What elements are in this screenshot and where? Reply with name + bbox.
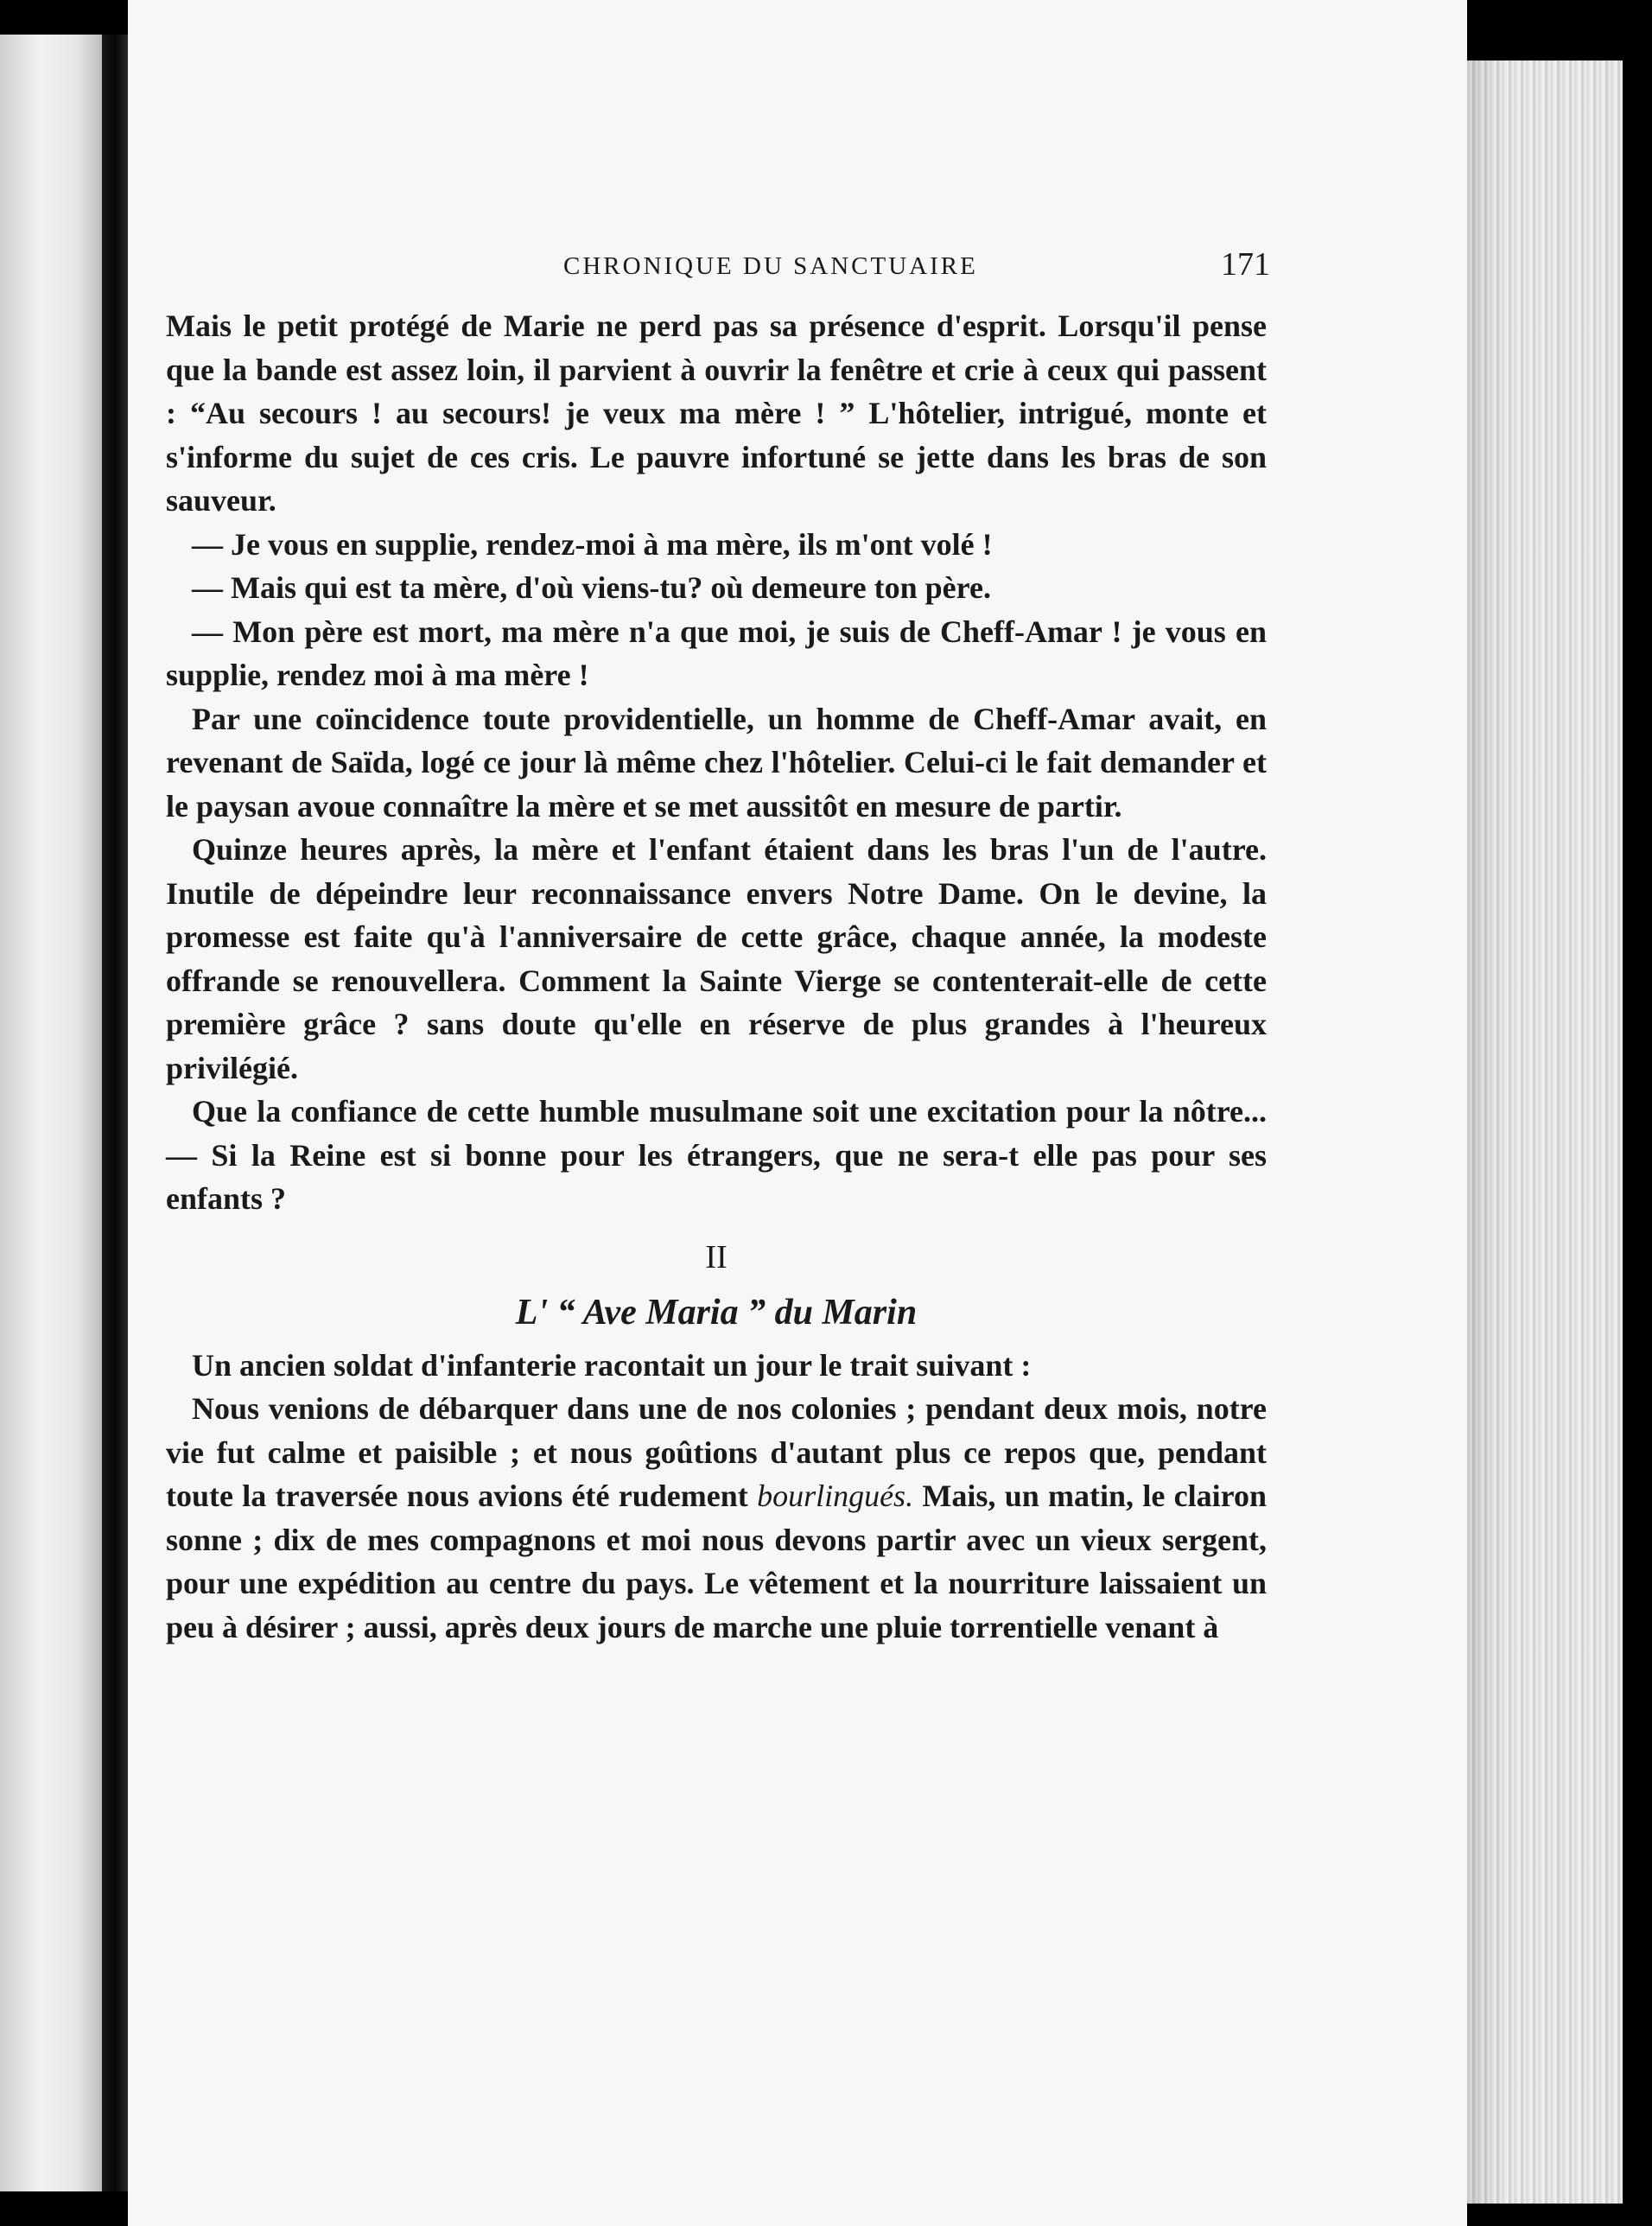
paragraph: — Mon père est mort, ma mère n'a que moi, je suis de Cheff-Amar ! je vous en supplie, rendez moi à ma mère ! [166, 614, 1267, 692]
paragraph: Quinze heures après, la mère et l'enfant étaient dans les bras l'un de l'autre. Inutile de dépeindre leur reconnaissance envers Notre Dame. On le devine, la promesse est faite qu'à l'anniversaire de cette grâce, chaque année, la modeste offrande se renouvellera. Comment la Sainte Vierge se contenterait-elle de cette première grâce ? sans doute qu'elle en réserve de plus grandes à l'heureux privilégié. [166, 832, 1267, 1085]
book-binding-gutter [102, 35, 128, 2191]
page-text-block [166, 246, 1270, 1649]
running-title: CHRONIQUE DU SANCTUAIRE [563, 252, 978, 280]
paragraph: Mais le petit protégé de Marie ne perd pas sa présence d'esprit. Lorsqu'il pense que la bande est assez loin, il parvient à ouvrir la fenêtre et crie à ceux qui passent : “Au secours ! au secours! je veux ma mère ! ” L'hôtelier, intrigué, monte et s'informe du sujet de ces cris. Le pauvre infortuné se jette dans les bras de son sauveur. [166, 308, 1267, 518]
paragraph: Que la confiance de cette humble musulmane soit une excitation pour la nôtre... — Si la Reine est si bonne pour les étrangers, que ne sera-t elle pas pour ses enfants ? [166, 1094, 1267, 1216]
paragraph: Par une coïncidence toute providentielle, un homme de Cheff-Amar avait, en revenant de Saïda, logé ce jour là même chez l'hôtelier. Celui-ci le fait demander et le paysan avoue connaître la mère et se met aussitôt en mesure de partir. [166, 701, 1267, 824]
section-number: II [705, 1238, 728, 1275]
paragraph-text: Nous venions de débarquer dans une de nos colonies ; pendant deux mois, notre vie fut calme et paisible ; et nous goûtions d'autant plus ce repos que, pendant toute la traversée nous avions été rudement [166, 1391, 1267, 1513]
paragraph: — Mais qui est ta mère, d'où viens-tu? où demeure ton père. [192, 570, 991, 605]
page-stack-shadow [1467, 60, 1502, 2204]
paragraph-text: Mais, un matin, le clairon sonne ; dix de mes compagnons et moi nous devons partir avec un vieux sergent, pour une expédition au centre du pays. Le vêtement et la nourriture laissaient un peu à désirer ; aussi, après deux jours de marche une pluie torrentielle venant à [166, 1479, 1267, 1644]
italic-word: bourlingués. [757, 1479, 914, 1513]
section-title: L' “ Ave Maria ” du Marin [515, 1292, 918, 1332]
left-page-edge [0, 35, 102, 2191]
paragraph [166, 1387, 1267, 1649]
page-number: 171 [1221, 246, 1270, 283]
paragraph: — Je vous en supplie, rendez-moi à ma mère, ils m'ont volé ! [192, 526, 993, 562]
paragraph: Un ancien soldat d'infanterie racontait un jour le trait suivant : [192, 1347, 1032, 1383]
running-head [166, 246, 1270, 304]
